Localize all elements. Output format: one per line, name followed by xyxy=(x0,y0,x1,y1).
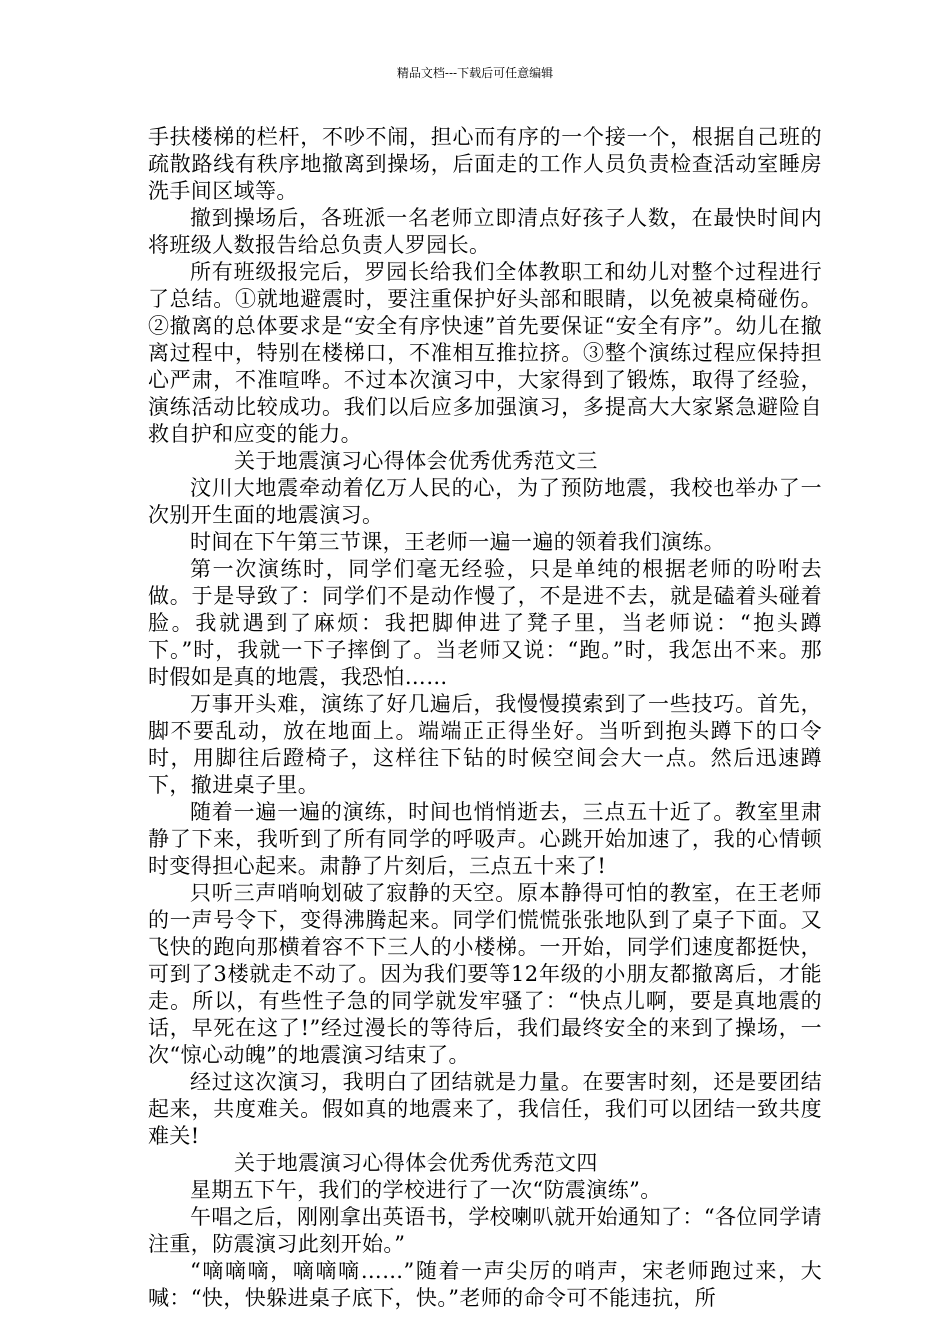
paragraph: 只听三声哨响划破了寂静的天空。原本静得可怕的教室，在王老师的一声号令下，变得沸腾起来。同学们慌慌张张地队到了桌子下面。又飞快的跑向那横着容不下三人的小楼梯。一开始，同学们速度都挺快，可到了3楼就走不动了。因为我们要等12年级的小朋友都撤离后，才能走。所以，有些性子急的同学就发牢骚了：“快点儿啊，要是真地震的话，早死在这了!”经过漫长的等待后，我们最终安全的来到了操场，一次“惊心动魄”的地震演习结束了。 xyxy=(148,881,822,1067)
paragraph: 撤到操场后，各班派一名老师立即清点好孩子人数，在最快时间内将班级人数报告给总负责人罗园长。 xyxy=(148,206,822,257)
document-body xyxy=(148,124,822,1312)
paragraph-continuation: 手扶楼梯的栏杆，不吵不闹，担心而有序的一个接一个，根据自己班的疏散路线有秩序地撤离到操场，后面走的工作人员负责检查活动室睡房洗手间区域等。 xyxy=(148,125,822,203)
section-title: 关于地震演习心得体会优秀优秀范文四 xyxy=(234,1151,598,1175)
paragraph: 午唱之后，刚刚拿出英语书，学校喇叭就开始通知了：“各位同学请注重，防震演习此刻开始。” xyxy=(148,1205,822,1256)
paragraph: 所有班级报完后，罗园长给我们全体教职工和幼儿对整个过程进行了总结。①就地避震时，要注重保护好头部和眼睛，以免被桌椅碰伤。②撤离的总体要求是“安全有序快速”首先要保证“安全有序”。幼儿在撤离过程中，特别在楼梯口，不准相互推拉挤。③整个演练过程应保持担心严肃，不准喧哗。不过本次演习中，大家得到了锻炼，取得了经验，演练活动比较成功。我们以后应多加强演习，多提高大大家紧急避险自救自护和应变的能力。 xyxy=(148,260,822,446)
paragraph: 时间在下午第三节课，王老师一遍一遍的领着我们演练。 xyxy=(190,530,725,554)
paragraph: 万事开头难，演练了好几遍后，我慢慢摸索到了一些技巧。首先，脚不要乱动，放在地面上。端端正正得坐好。当听到抱头蹲下的口令时，用脚往后蹬椅子，这样往下钻的时候空间会大一点。然后迅速蹲下，撤进桌子里。 xyxy=(148,692,822,797)
paragraph: 第一次演练时，同学们毫无经验，只是单纯的根据老师的吩咐去做。于是导致了：同学们不是动作慢了，不是进不去，就是磕着头碰着脸。我就遇到了麻烦：我把脚伸进了凳子里，当老师说：“抱头蹲下。”时，我就一下子摔倒了。当老师又说：“跑。”时，我怎出不来。那时假如是真的地震，我恐怕…… xyxy=(148,557,822,689)
page-header: 精品文档---下载后可任意编辑 xyxy=(396,66,554,80)
paragraph: 经过这次演习，我明白了团结就是力量。在要害时刻，还是要团结起来，共度难关。假如真的地震来了，我信任，我们可以团结一致共度难关! xyxy=(148,1070,822,1148)
paragraph: 汶川大地震牵动着亿万人民的心，为了预防地震，我校也举办了一次别开生面的地震演习。 xyxy=(148,476,822,527)
section-title: 关于地震演习心得体会优秀优秀范文三 xyxy=(234,449,598,473)
paragraph: “嘀嘀嘀，嘀嘀嘀……”随着一声尖厉的哨声，宋老师跑过来，大喊：“快，快躲进桌子底下，快。”老师的命令可不能违抗，所 xyxy=(148,1259,822,1310)
paragraph: 随着一遍一遍的演练，时间也悄悄逝去，三点五十近了。教室里肃静了下来，我听到了所有同学的呼吸声。心跳开始加速了，我的心情顿时变得担心起来。肃静了片刻后，三点五十来了! xyxy=(148,800,822,878)
paragraph: 星期五下午，我们的学校进行了一次“防震演练”。 xyxy=(190,1178,662,1202)
